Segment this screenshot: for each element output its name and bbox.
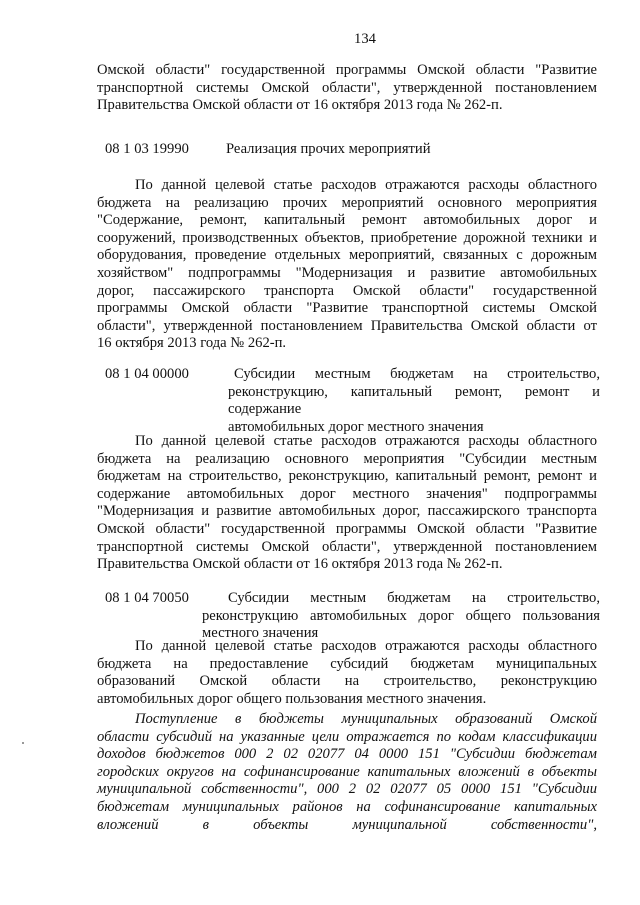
paragraph-revenue-note: [97, 711, 597, 834]
scan-speck: [22, 742, 24, 744]
text-line: сооружений, производственных объектов, приобретение дорожной техники и: [97, 229, 597, 246]
text-line: По данной целевой статье расходов отражаются расходы областного: [135, 638, 597, 654]
text-line: По данной целевой статье расходов отражаются расходы областного: [135, 433, 597, 449]
text-line: бюджета на предоставление субсидий бюджетам муниципальных: [97, 655, 597, 672]
paragraph-description-2: [97, 433, 597, 574]
text-line: Реализация прочих мероприятий: [226, 141, 431, 157]
text-line: Омской области" государственной программы Омской области "Развитие: [97, 520, 597, 537]
text-line: "Содержание, ремонт, капитальный ремонт автомобильных дорог и: [97, 212, 597, 229]
text-line: реконструкцию, капитальный ремонт, ремонт и содержание: [228, 383, 600, 418]
text-line: реконструкцию автомобильных дорог общего пользования: [202, 607, 600, 624]
text-line: По данной целевой статье расходов отражаются расходы областного: [135, 177, 597, 193]
page-number: 134: [354, 31, 376, 47]
text-line: транспортной системы Омской области", утвержденной постановлением: [97, 79, 597, 96]
text-line: доходов бюджетов 000 2 02 02077 04 0000 151 "Субсидии бюджетам: [97, 746, 597, 763]
paragraph-intro: [97, 62, 597, 115]
text-line: Поступление в бюджеты муниципальных образований Омской: [135, 711, 597, 727]
text-line: дорог, пассажирского транспорта Омской области" государственной: [97, 282, 597, 299]
paragraph-description-1: [97, 177, 597, 353]
text-line: 16 октября 2013 года № 262-п.: [97, 335, 287, 352]
text-line: Субсидии местным бюджетам на строительство,: [234, 366, 600, 382]
text-line: автомобильных дорог общего пользования местного значения.: [97, 690, 487, 707]
text-line: бюджетам муниципальных районов на софинансирование капитальных: [97, 798, 597, 815]
text-line: местного значения: [202, 625, 319, 642]
text-line: области субсидий на указанные цели отражается по кодам классификации: [97, 728, 597, 745]
budget-code: 08 1 04 70050: [105, 590, 189, 606]
budget-code: 08 1 04 00000: [105, 366, 189, 382]
text-line: содержание автомобильных дорог местного значения" подпрограммы: [97, 485, 597, 502]
budget-item-title: [228, 366, 600, 436]
text-line: хозяйством" подпрограммы "Модернизация и развитие автомобильных: [97, 264, 597, 281]
paragraph-description-3: [97, 638, 597, 708]
text-line: Субсидии местным бюджетам на строительство,: [228, 590, 600, 606]
text-line: образований Омской области на строительство, реконструкцию: [97, 673, 597, 690]
budget-item-title: [202, 590, 600, 643]
budget-item-title: [226, 141, 598, 159]
text-line: вложений в объекты муниципальной собственности",: [97, 816, 597, 833]
text-line: бюджета на реализацию основного мероприятия "Субсидии местным: [97, 450, 597, 467]
text-line: "Модернизация и развитие автомобильных дорог, пассажирского транспорта: [97, 503, 597, 520]
text-line: Правительства Омской области от 16 октября 2013 года № 262-п.: [97, 97, 503, 114]
text-line: городских округов на софинансирование капитальных вложений в объекты: [97, 763, 597, 780]
text-line: муниципальной собственности", 000 2 02 02077 05 0000 151 "Субсидии: [97, 781, 597, 798]
text-line: Правительства Омской области от 16 октября 2013 года № 262-п.: [97, 556, 503, 573]
text-line: области", утвержденной постановлением Правительства Омской области от: [97, 317, 597, 334]
text-line: автомобильных дорог местного значения: [228, 418, 484, 435]
text-line: бюджета на реализацию прочих мероприятий основного мероприятия: [97, 194, 597, 211]
text-line: транспортной системы Омской области", утвержденной постановлением: [97, 538, 597, 555]
text-line: оборудования, проведение отдельных мероприятий, связанных с дорожным: [97, 247, 597, 264]
budget-code: 08 1 03 19990: [105, 141, 189, 157]
text-line: программы Омской области "Развитие транспортной системы Омской: [97, 300, 597, 317]
text-line: бюджетам на строительство, реконструкцию, капитальный ремонт, ремонт и: [97, 468, 597, 485]
text-line: Омской области" государственной программы Омской области "Развитие: [97, 62, 597, 78]
